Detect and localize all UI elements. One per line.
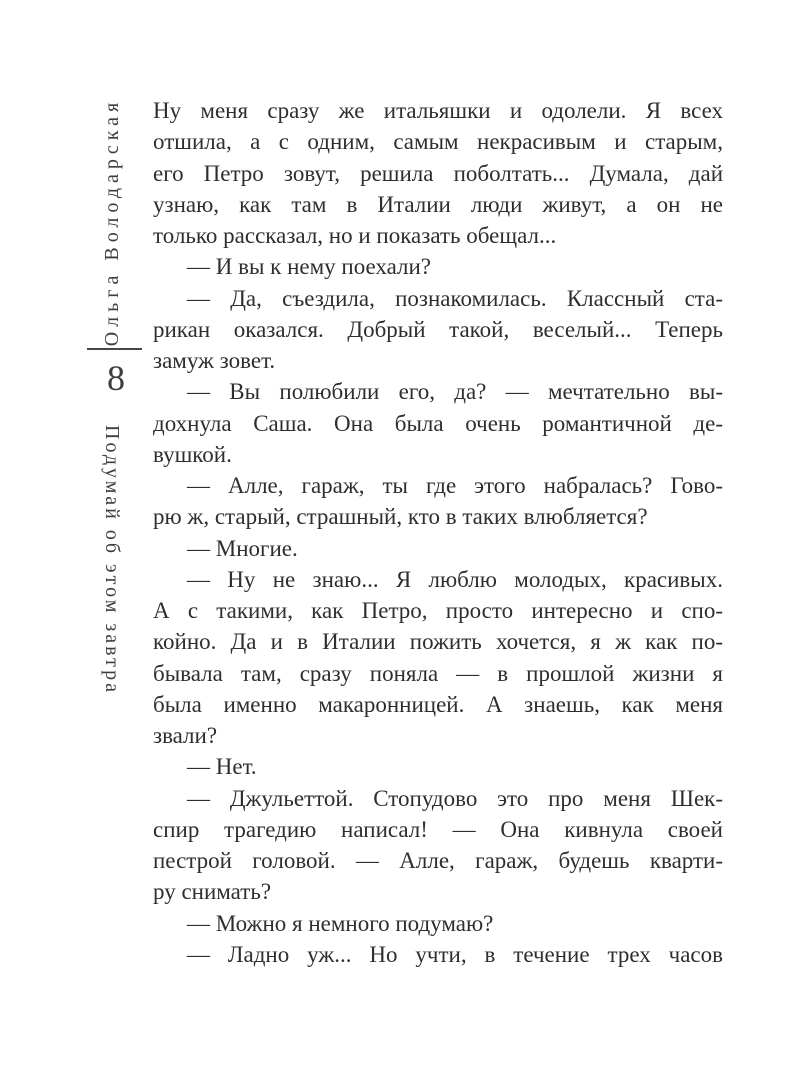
body-text (153, 95, 723, 970)
text-line: была именно макаронницей. А знаешь, как меня (153, 691, 723, 717)
text-line: его Петро зовут, решила поболтать... Думала, дай (153, 160, 723, 186)
margin-divider (87, 348, 142, 350)
text-line: — Да, съездила, познакомилась. Классный ста- (187, 285, 723, 311)
text-line: бывала там, сразу поняла — в прошлой жизни я (153, 660, 723, 686)
text-line: только рассказал, но и показать обещал... (153, 223, 557, 248)
text-line: Ну меня сразу же итальяшки и одолели. Я всех (153, 98, 723, 123)
text-line: — Джульеттой. Стопудово это про меня Шек- (187, 785, 723, 811)
page-number: 8 (107, 358, 125, 398)
text-line: — Можно я немного подумаю? (187, 910, 494, 936)
text-line: А с такими, как Петро, просто интересно и спо- (153, 598, 723, 623)
text-line: — Вы полюбили его, да? — мечтательно вы- (187, 379, 723, 405)
text-line: ру снимать? (153, 879, 272, 905)
text-line: — Ну не знаю... Я люблю молодых, красивых. (187, 566, 723, 592)
text-line: — Многие. (187, 535, 298, 561)
text-line: отшила, а с одним, самым некрасивым и старым, (153, 129, 723, 155)
text-line: рю ж, старый, страшный, кто в таких влюбляется? (153, 504, 648, 530)
text-line: дохнула Саша. Она была очень романтичной де- (153, 410, 723, 436)
book-title-vertical-text: Подумай об этом завтра (101, 425, 123, 695)
text-line: рикан оказался. Добрый такой, веселый... Теперь (153, 316, 723, 342)
author-vertical-text: Ольга Володарская (101, 97, 123, 347)
text-line: — Ладно уж... Но учти, в течение трех часов (187, 941, 723, 967)
text-line: пестрой головой. — Алле, гараж, будешь кварти- (153, 848, 723, 873)
text-line: звали? (153, 723, 218, 748)
text-line: замуж зовет. (153, 348, 276, 373)
text-line: койно. Да и в Италии пожить хочется, я ж как по- (153, 629, 723, 655)
text-line: — Алле, гараж, ты где этого набралась? Гово- (187, 473, 723, 498)
text-line: спир трагедию написал! — Она кивнула своей (153, 816, 723, 842)
text-line: — И вы к нему поехали? (187, 254, 432, 280)
text-line: вушкой. (153, 441, 232, 467)
text-line: — Нет. (187, 754, 257, 780)
text-line: узнаю, как там в Италии люди живут, а он не (153, 191, 723, 217)
